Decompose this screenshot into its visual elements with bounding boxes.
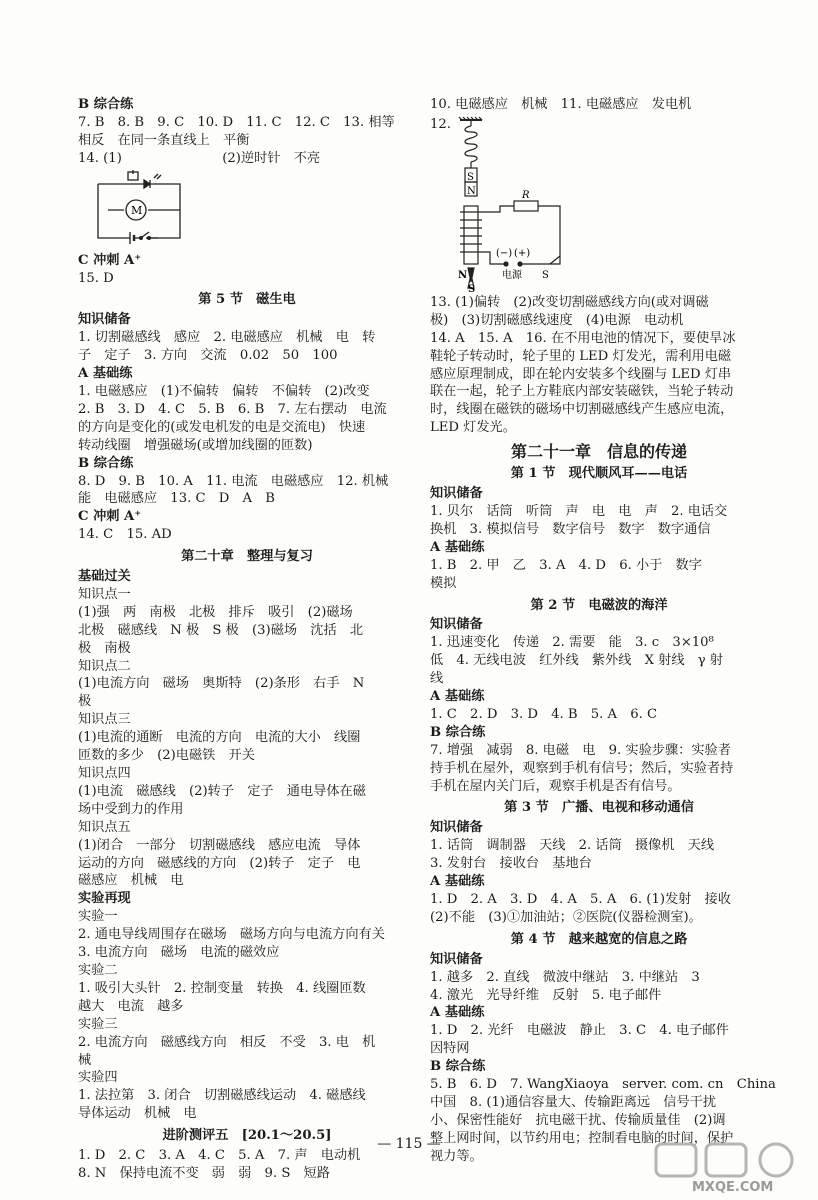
- answer-line: 1. 越多 2. 直线 微波中继站 3. 中继站 3: [430, 969, 700, 985]
- answer-line: 转动线圈 增强磁场(或增加线圈的匝数): [78, 437, 313, 453]
- answer-line: 联在一起，轮子上方鞋底内部安装磁铁，当轮子转动: [430, 384, 734, 400]
- answer-line: (1)电流的通断 电流的方向 电流的大小 线圈: [78, 730, 361, 746]
- answer-line: 1. C 2. D 3. D 4. B 5. A 6. C: [430, 706, 658, 722]
- section-title: 第 3 节 广播、电视和移动通信: [504, 800, 694, 816]
- resistor-label: R: [522, 189, 530, 201]
- magnet-S-label: S: [467, 171, 474, 183]
- answer-line: 10. 电磁感应 机械 11. 电磁感应 发电机: [430, 97, 692, 112]
- heading-a-basic: A 基础练: [430, 1005, 485, 1021]
- answer-line: 线: [430, 671, 444, 687]
- answer-line: 持手机在屋外，观察到手机有信号；然后，实验者持: [430, 760, 734, 776]
- answer-line: 1. 迅速变化 传递 2. 需要 能 3. c 3×10⁸: [430, 635, 714, 651]
- answer-line: 1. 切割磁感线 感应 2. 电磁感应 机械 电 转: [78, 330, 376, 346]
- answer-line: 运动的方向 磁感线的方向 (2)转子 定子 电: [78, 855, 361, 871]
- experiment-label: 实验一: [78, 909, 118, 925]
- resistor-R: [514, 201, 538, 211]
- answer-12-label: 12.: [430, 116, 451, 132]
- answer-line: 15. D: [78, 270, 114, 286]
- heading-basics: 基础过关: [78, 569, 131, 585]
- heading-c-sprint: C 冲刺 A⁺: [78, 509, 142, 525]
- answer-line: 1. 电磁感应 (1)不偏转 偏转 不偏转 (2)改变: [78, 383, 370, 399]
- circuit-motor-svg: [78, 170, 218, 250]
- answer-line: (1)闭合 一部分 切割磁感线 感应电流 导体: [78, 837, 361, 853]
- section-title: 第 5 节 磁生电: [198, 292, 296, 308]
- answer-line: 极: [78, 694, 92, 710]
- chapter-review-title: 第二十章 整理与复习: [181, 549, 313, 565]
- heading-knowledge: 知识储备: [430, 951, 483, 967]
- heading-b-comprehensive: B 综合练: [430, 1059, 486, 1075]
- heading-knowledge: 知识储备: [430, 820, 483, 836]
- answer-line: 5. B 6. D 7. WangXiaoya server. com. cn China: [430, 1077, 776, 1093]
- chapter-title: 第二十一章 信息的传递: [510, 442, 687, 462]
- answer-line: 1. 贝尔 话筒 听筒 声 电 电 声 2. 电话交: [430, 503, 728, 519]
- terminal-minus-label: (−): [496, 247, 513, 259]
- terminal-plus-label: (+): [514, 247, 531, 259]
- answer-line: 中国 8. (1)通信容量大、传输距离远 信号干扰: [430, 1094, 717, 1110]
- answer-line: 4. 激光 光导纤维 反射 5. 电子邮件: [430, 987, 662, 1003]
- answer-line: 2. 通电导线周围存在磁场 磁场方向与电流方向有关: [78, 927, 385, 943]
- answer-line: 手机在屋内关门后，观察手机是否有信号。: [430, 778, 681, 794]
- knowledge-point-label: 知识点五: [78, 819, 131, 835]
- heading-a-basic: A 基础练: [430, 689, 485, 705]
- answer-line: 1. B 2. 甲 乙 3. A 4. D 6. 小于 数字: [430, 557, 702, 573]
- compass-N-label: N: [458, 269, 468, 281]
- answer-line: (1)强 两 南极 北极 排斥 吸引 (2)磁场: [78, 604, 353, 620]
- answer-line: 整上网时间，以节约用电；控制看电脑的时间，保护: [430, 1130, 734, 1146]
- experiment-label: 实验二: [78, 962, 118, 978]
- answer-line: 北极 磁感线 N 极 S 极 (3)磁场 沈括 北: [78, 622, 364, 638]
- heading-knowledge: 知识储备: [78, 312, 131, 328]
- section-title: 第 2 节 电磁波的海洋: [530, 597, 668, 613]
- answer-line: 1. 话筒 调制器 天线 2. 话筒 摄像机 天线: [430, 838, 715, 854]
- answer-line: 极 南极: [78, 640, 131, 656]
- experiment-label: 实验三: [78, 1016, 118, 1032]
- electromagnet-svg: [430, 116, 610, 292]
- knowledge-point-label: 知识点三: [78, 712, 131, 728]
- answer-line: 匝数的多少 (2)电磁铁 开关: [78, 748, 255, 764]
- answer-line: 2. B 3. D 4. C 5. B 6. B 7. 左右摆动 电流: [78, 401, 387, 417]
- answer-line: 低 4. 无线电波 红外线 紫外线 X 射线 γ 射: [430, 653, 723, 669]
- answer-line: 14. A 15. A 16. 在不用电池的情况下，要使旱冰: [430, 330, 736, 346]
- answer-line: 8. D 9. B 10. A 11. 电流 电磁感应 12. 机械: [78, 473, 389, 489]
- heading-experiments: 实验再现: [78, 891, 131, 907]
- answer-line: 导体运动 机械 电: [78, 1106, 197, 1122]
- knowledge-point-label: 知识点一: [78, 586, 131, 602]
- answer-line: 能 电磁感应 13. C D A B: [78, 491, 275, 507]
- answer-line: 感应原理制成，即在轮内安装多个线圈与 LED 灯串: [430, 366, 732, 382]
- answer-14-part2: (2)逆时针 不亮: [222, 150, 321, 166]
- section-title: 第 1 节 现代顺风耳——电话: [510, 466, 688, 482]
- answer-line: 1. D 2. C 3. A 4. C 5. A 7. 声 电动机: [78, 1148, 361, 1164]
- heading-b-comprehensive: B 综合练: [78, 455, 134, 471]
- answer-line: 7. 增强 减弱 8. 电磁 电 9. 实验步骤：实验者: [430, 742, 731, 758]
- answer-line: (2)不能 (3)①加油站；②医院(仪器检测室)。: [430, 909, 702, 925]
- answer-line: 1. 法拉第 3. 闭合 切割磁感线运动 4. 磁感线: [78, 1088, 366, 1104]
- motor-label: M: [131, 203, 143, 217]
- answer-line: 越大 电流 越多: [78, 998, 184, 1014]
- answer-line: 视力等。: [430, 1148, 483, 1164]
- magnet-N-label: N: [467, 185, 476, 197]
- heading-knowledge: 知识储备: [430, 617, 483, 633]
- answer-line: 1. D 2. A 3. D 4. A 5. A 6. (1)发射 接收: [430, 892, 731, 907]
- answer-line: 2. 电流方向 磁感线方向 相反 不受 3. 电 机: [78, 1034, 376, 1050]
- answer-line: (1)电流方向 磁场 奥斯特 (2)条形 右手 N: [78, 676, 365, 692]
- power-source-label: 电源: [502, 269, 522, 281]
- knowledge-point-label: 知识点二: [78, 658, 131, 674]
- page-number: — 115 —: [377, 1136, 441, 1152]
- answer-line: 模拟: [430, 575, 457, 591]
- answer-line: 时，线圈在磁铁的磁场中切割磁感线产生感应电流，: [430, 402, 734, 418]
- answer-14-part1: 14. (1): [78, 150, 122, 166]
- heading-b-comprehensive: B 综合练: [78, 97, 134, 112]
- electromagnet-diagram: [430, 116, 768, 292]
- answer-line-14: [78, 150, 416, 168]
- answer-line: 磁感应 机械 电: [78, 873, 184, 889]
- watermark-text: MXQE.COM: [692, 1180, 774, 1195]
- answer-line: 1. 吸引大头针 2. 控制变量 转换 4. 线圈匝数: [78, 980, 366, 996]
- right-column: [430, 96, 776, 1166]
- heading-a-basic: A 基础练: [430, 874, 485, 890]
- knowledge-point-label: 知识点四: [78, 766, 131, 781]
- answer-line: (1)电流 磁感线 (2)转子 定子 通电导体在磁: [78, 783, 366, 799]
- heading-a-basic: A 基础练: [430, 539, 485, 555]
- test-title: 进阶测评五 [20.1～20.5]: [162, 1128, 332, 1144]
- answer-line: 8. N 保持电流不变 弱 弱 9. S 短路: [78, 1165, 330, 1181]
- heading-b-comprehensive: B 综合练: [430, 724, 486, 740]
- answer-line: 14. C 15. AD: [78, 527, 172, 543]
- answer-line: 1. D 2. 光纤 电磁波 静止 3. C 4. 电子邮件: [430, 1023, 729, 1039]
- compass-S-label: S: [468, 283, 476, 292]
- answer-line: 换机 3. 模拟信号 数字信号 数字 数字通信: [430, 521, 711, 537]
- answer-line: 因特网: [430, 1041, 470, 1057]
- answer-line: 3. 电流方向 磁场 电流的磁效应: [78, 945, 280, 961]
- answer-line: 鞋轮子转动时，轮子里的 LED 灯发光，需利用电磁: [430, 348, 732, 364]
- experiment-label: 实验四: [78, 1070, 118, 1086]
- answer-line: 7. B 8. B 9. C 10. D 11. C 12. C 13. 相等: [78, 114, 395, 130]
- switch-label: S: [542, 269, 549, 281]
- heading-c-sprint: C 冲刺 A⁺: [78, 252, 142, 268]
- circuit-diagram-motor: [78, 170, 416, 250]
- answer-line: 子 定子 3. 方向 交流 0.02 50 100: [78, 348, 338, 364]
- answer-line: 相反 在同一条直线上 平衡: [78, 132, 250, 148]
- answer-line: LED 灯发光。: [430, 420, 516, 436]
- answer-line: 小、保密性能好 抗电磁干扰、传输质量佳 (2)调: [430, 1112, 726, 1128]
- iron-core: [464, 206, 478, 264]
- left-column: [78, 96, 416, 1183]
- answer-line: 的方向是变化的(或发电机发的电是交流电) 快速: [78, 419, 366, 435]
- answer-line: 3. 发射台 接收台 基地台: [430, 856, 592, 872]
- section-title: 第 4 节 越来越宽的信息之路: [510, 931, 688, 947]
- answer-line: 13. (1)偏转 (2)改变切割磁感线方向(或对调磁: [430, 294, 709, 310]
- heading-a-basic: A 基础练: [78, 366, 133, 382]
- heading-knowledge: 知识储备: [430, 486, 483, 502]
- answer-line: 械: [78, 1052, 92, 1068]
- answer-line: 场中受到力的作用: [78, 801, 184, 817]
- answer-line: 极) (3)切割磁感线速度 (4)电源 电动机: [430, 312, 684, 328]
